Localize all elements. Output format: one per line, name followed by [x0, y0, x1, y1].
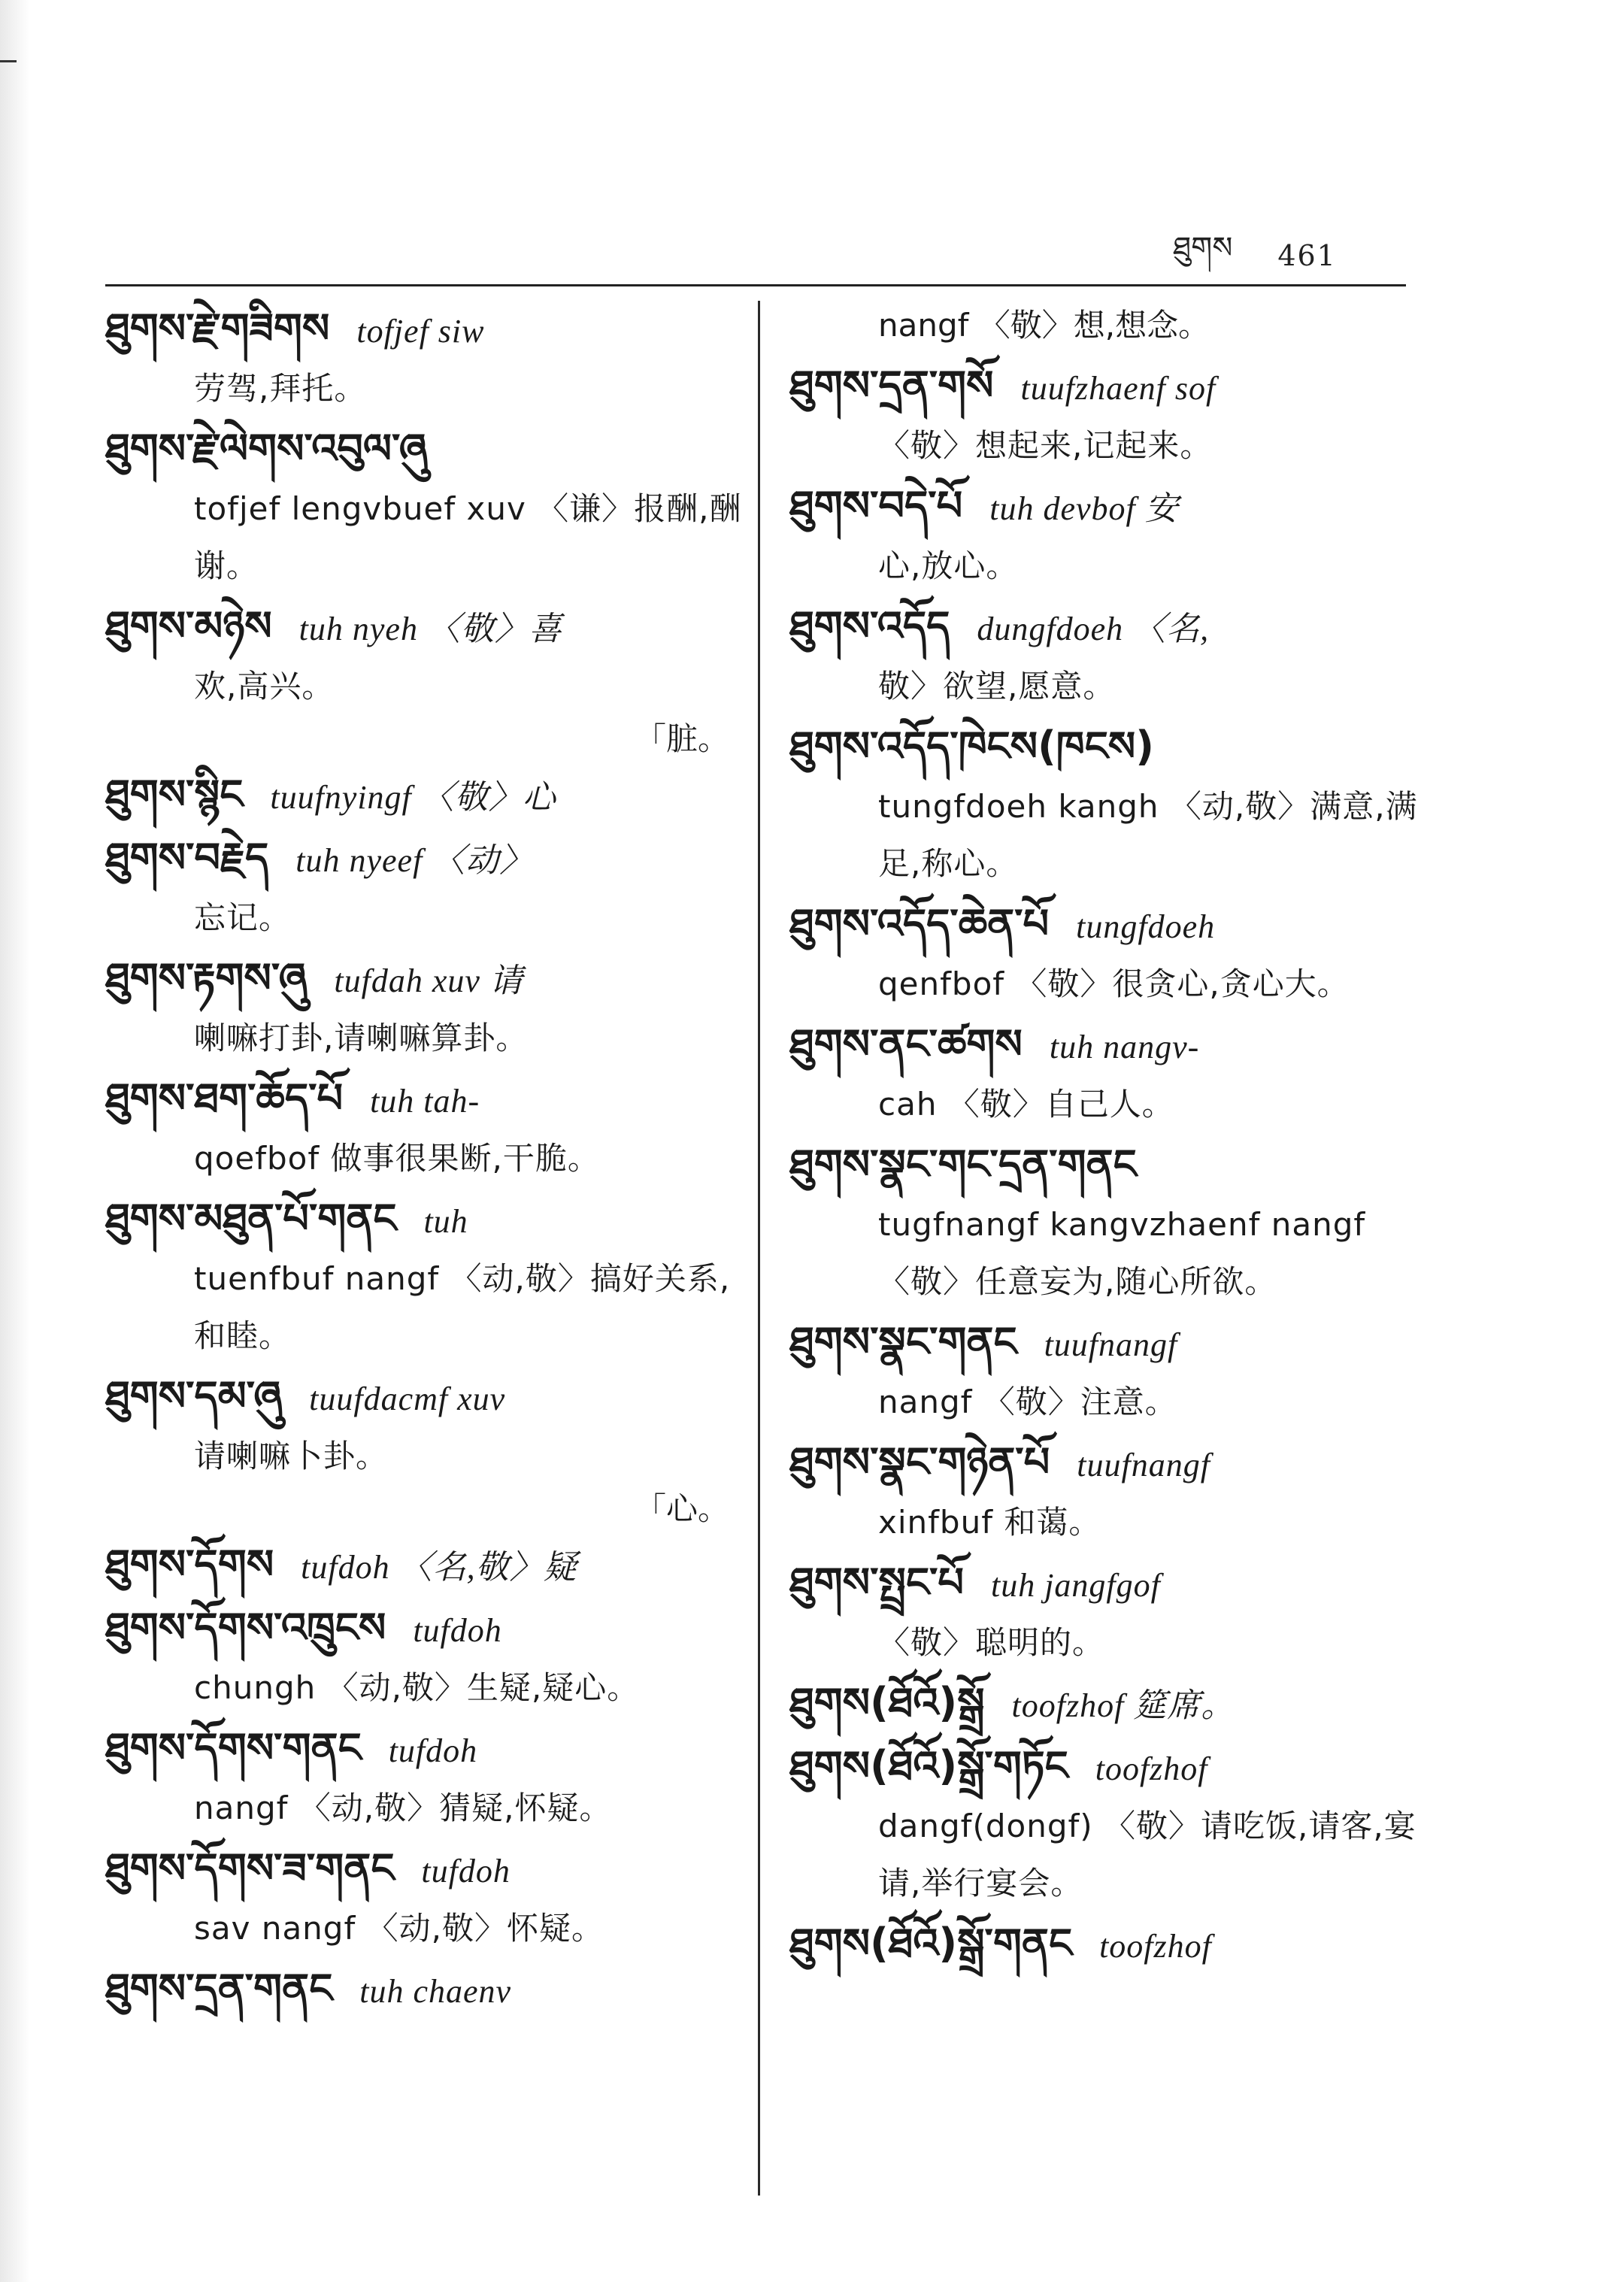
definition: 忘记。 — [194, 899, 292, 936]
dictionary-entry — [105, 1596, 744, 1717]
romanization: tufdoh 〈名,敬〉疑 — [301, 1549, 577, 1586]
tibetan-headword: ཐུགས་དྲན་གསོ — [789, 362, 994, 409]
tibetan-headword: ཐུགས་རྗེ་ལེགས་འབུལ་ཞུ — [105, 425, 428, 472]
right-column — [789, 297, 1429, 1975]
continuation-fragment: 「脏。 — [634, 720, 729, 757]
left-column — [105, 297, 744, 2020]
dictionary-entry — [789, 474, 1429, 595]
romanization: dungfdoeh 〈名, — [977, 611, 1210, 647]
dictionary-entry — [105, 1067, 744, 1187]
definition: sav nangf 〈动,敬〉怀疑。 — [194, 1910, 604, 1947]
definition: qenfbof 〈敬〉很贪心,贪心大。 — [878, 965, 1350, 1002]
tibetan-headword: ཐུགས་དྲན་གནང — [105, 1965, 333, 2012]
romanization: tufdah xuv 请 — [334, 962, 523, 999]
romanization: tungfdoeh — [1076, 908, 1216, 945]
romanization: tufdoh — [413, 1612, 502, 1649]
dictionary-entry — [105, 826, 744, 947]
tibetan-headword: ཐུགས་མཐུན་པོ་གནང — [105, 1195, 397, 1242]
continuation-fragment: 「心。 — [634, 1490, 729, 1527]
romanization: tuh nangv- — [1049, 1029, 1200, 1065]
definition: nangf 〈敬〉注意。 — [878, 1383, 1177, 1420]
definition: tugfnangf kangvzhaenf nangf 〈敬〉任意妄为,随心所欲。 — [878, 1206, 1366, 1300]
tibetan-headword: ཐུགས་བདེ་པོ — [789, 482, 963, 529]
tibetan-headword: ཐུགས་རྟགས་ཞུ — [105, 954, 308, 1002]
dictionary-entry — [105, 1365, 744, 1485]
tibetan-headword: ཐུགས(ཐོའོ)སྒྲོ་གནང — [789, 1920, 1073, 1967]
dictionary-entry — [789, 1735, 1429, 1912]
definition: cah 〈敬〉自己人。 — [878, 1086, 1174, 1123]
section-label: ཐུགས — [1173, 230, 1233, 265]
definition: chungh 〈动,敬〉生疑,疑心。 — [194, 1669, 640, 1706]
tibetan-headword: ཐུགས་དོགས — [105, 1541, 274, 1588]
romanization: toofzhof 筵席。 — [1011, 1687, 1235, 1724]
romanization: tuufzhaenf sof — [1020, 370, 1216, 407]
dictionary-entry — [789, 595, 1429, 715]
page-edge-shadow — [0, 0, 30, 2282]
dictionary-entry — [789, 715, 1429, 892]
dictionary-entry — [789, 1551, 1429, 1671]
tibetan-headword: ཐུགས་ཐག་ཆོད་པོ — [105, 1074, 344, 1122]
romanization: tuufnyingf 〈敬〉心 — [270, 779, 556, 816]
dictionary-entry — [789, 892, 1429, 1013]
dictionary-entry — [789, 1013, 1429, 1133]
dictionary-entry — [105, 947, 744, 1067]
tibetan-headword: ཐུགས་དོགས་འཁྲུངས — [105, 1604, 386, 1651]
dictionary-entry — [789, 1431, 1429, 1551]
dictionary-entry — [789, 1133, 1429, 1311]
definition: xinfbuf 和蔼。 — [878, 1504, 1101, 1541]
tibetan-headword: ཐུགས་འདོད་ཁེངས(ཁངས) — [789, 723, 1154, 770]
tibetan-headword: ཐུགས་མཉེས — [105, 602, 272, 650]
definition: dangf(dongf) 〈敬〉请吃饭,请客,宴请,举行宴会。 — [878, 1808, 1416, 1902]
dictionary-entry — [105, 1187, 744, 1365]
tibetan-headword: ཐུགས་བརྗེད — [105, 834, 269, 881]
dictionary-entry — [105, 417, 744, 595]
tibetan-headword: ཐུགས་ནང་ཚགས — [789, 1020, 1023, 1068]
romanization: toofzhof — [1095, 1750, 1208, 1787]
romanization: tuufnangf — [1044, 1326, 1178, 1363]
definition: tuenfbuf nangf 〈动,敬〉搞好关系,和睦。 — [194, 1260, 731, 1354]
dictionary-entry — [789, 1671, 1429, 1735]
dictionary-entry — [789, 354, 1429, 474]
romanization: tufdoh — [421, 1853, 511, 1890]
definition: 敬〉欲望,愿意。 — [878, 668, 1116, 705]
romanization: tofjef siw — [356, 313, 485, 350]
dictionary-entry — [105, 1533, 744, 1596]
dictionary-entry — [105, 1837, 744, 1957]
romanization: toofzhof — [1099, 1928, 1212, 1965]
header-rule — [105, 284, 1406, 286]
tibetan-headword: ཐུགས་འདོད — [789, 602, 950, 650]
romanization: tuh devbof 安 — [989, 490, 1179, 527]
tibetan-headword: ཐུགས་སྤྲང་པོ — [789, 1559, 964, 1606]
tibetan-headword: ཐུགས་རྗེ་གཟིགས — [105, 305, 330, 352]
definition: 〈敬〉聪明的。 — [878, 1624, 1105, 1661]
romanization: tuh nyeh 〈敬〉喜 — [298, 611, 562, 647]
romanization: tuh jangfgof — [990, 1567, 1161, 1604]
dictionary-entry — [105, 763, 744, 826]
definition: 请喇嘛卜卦。 — [194, 1438, 389, 1474]
column-divider — [758, 301, 760, 2196]
romanization: tuufnangf — [1077, 1447, 1210, 1483]
definition: nangf 〈动,敬〉猜疑,怀疑。 — [194, 1790, 612, 1826]
dictionary-entry — [105, 595, 744, 715]
dictionary-entry — [105, 297, 744, 417]
tibetan-headword: ཐུགས་སྣང་གང་དྲན་གནང — [789, 1141, 1137, 1188]
tibetan-headword: ཐུགས་སྣང་གཉེན་པོ — [789, 1438, 1050, 1486]
margin-tick — [0, 60, 17, 62]
dictionary-entry — [105, 1717, 744, 1837]
definition: 〈敬〉想起来,记起来。 — [878, 427, 1213, 464]
romanization: tuufdacmf xuv — [309, 1380, 506, 1417]
romanization: tuh tah- — [370, 1083, 480, 1120]
tibetan-headword: ཐུགས་དོགས་ཟ་གནང — [105, 1844, 395, 1892]
running-header — [1173, 230, 1398, 278]
tibetan-headword: ཐུགས་སྙིང — [105, 771, 244, 818]
tibetan-headword: ཐུགས(ཐོའོ)སྒྲོ་གཏོང — [789, 1742, 1068, 1790]
romanization: tufdoh — [388, 1732, 478, 1769]
romanization: tuh — [423, 1203, 468, 1240]
dictionary-entry — [789, 1912, 1429, 1975]
tibetan-headword: ཐུགས(ཐོའོ)སྒྲོ — [789, 1679, 985, 1726]
continuation-fragment: nangf 〈敬〉想,想念。 — [878, 307, 1210, 344]
page-number: 461 — [1277, 239, 1337, 272]
romanization: tuh nyeef 〈动〉 — [295, 842, 534, 879]
tibetan-headword: ཐུགས་སྣང་གནང — [789, 1318, 1017, 1365]
tibetan-headword: ཐུགས་དམ་ཞུ — [105, 1372, 283, 1420]
definition: tungfdoeh kangh 〈动,敬〉满意,满足,称心。 — [878, 788, 1418, 882]
romanization: tuh chaenv — [359, 1973, 512, 2010]
definition: qoefbof 做事很果断,干脆。 — [194, 1140, 600, 1177]
dictionary-entry — [105, 1957, 744, 2020]
definition: 劳驾,拜托。 — [194, 370, 367, 407]
tibetan-headword: ཐུགས་འདོད་ཆེན་པོ — [789, 900, 1050, 947]
tibetan-headword: ཐུགས་དོགས་གནང — [105, 1724, 362, 1771]
definition: 心,放心。 — [878, 547, 1019, 584]
dictionary-entry — [789, 1311, 1429, 1431]
definition: tofjef lengvbuef xuv 〈谦〉报酬,酬谢。 — [194, 490, 742, 584]
definition: 喇嘛打卦,请喇嘛算卦。 — [194, 1020, 529, 1056]
definition: 欢,高兴。 — [194, 668, 335, 705]
